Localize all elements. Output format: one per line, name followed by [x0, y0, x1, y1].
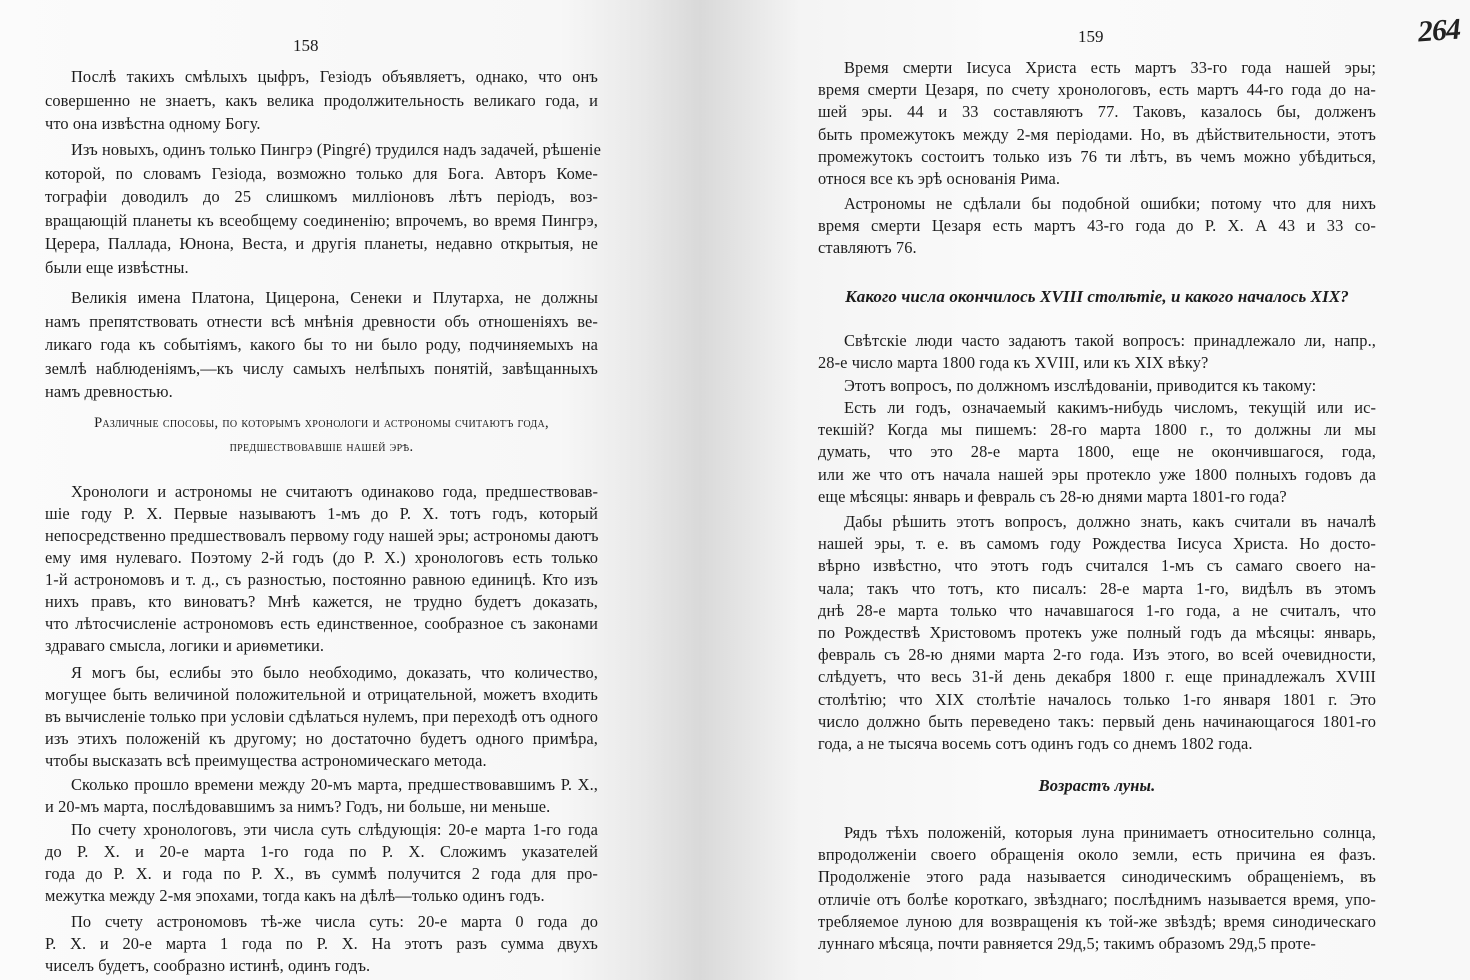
- paragraph: [45, 138, 601, 280]
- text-line: февраль съ 28-ю днями марта 2-го года. Изъ этого, во всей очевидности,: [818, 645, 1376, 665]
- text-line: и 20-мъ марта, послѣдовавшимъ за нимъ? Годъ, ни больше, ни меньше.: [45, 797, 551, 816]
- text-line: луннаго мѣсяца, почти равняется 29д,5; такимъ образомъ 29д,5 проте-: [818, 934, 1316, 954]
- text-line: года до Р. Х. и года по Р. Х., въ суммѣ получится 2 года для про-: [45, 864, 598, 883]
- text-line: Я могъ бы, еслибы это было необходимо, доказать, что количество,: [71, 663, 598, 682]
- paragraph: [818, 375, 1376, 397]
- text-line: ставляютъ 76.: [818, 238, 917, 258]
- text-line: тографіи доводилъ до 25 слишкомъ милліоновъ лѣтъ періодъ, воз-: [45, 187, 598, 207]
- text-line: или же что отъ начала нашей эры протекло уже 1800 полныхъ годовъ да: [818, 464, 1376, 484]
- text-line: которой, по словамъ Гезіода, возможно только для Бога. Авторъ Коме-: [45, 163, 598, 183]
- section-heading: [818, 286, 1376, 308]
- paragraph: [818, 57, 1376, 190]
- text-line: Есть ли годъ, означаемый какимъ-нибудь числомъ, текущій или ис-: [844, 398, 1376, 417]
- text-line: столѣтію; что XIX столѣтіе началось только 1-го января 1801 г. Это: [818, 689, 1376, 709]
- text-line: нихъ правъ, кто виноватъ? Мнѣ кажется, не трудно будетъ доказать,: [45, 592, 598, 611]
- text-line: время смерти Цезаря есть мартъ 43-го года до Р. Х. А 43 и 33 со-: [818, 216, 1376, 236]
- paragraph: [818, 397, 1376, 508]
- text-line: Время смерти Іисуса Христа есть мартъ 33-го года нашей эры;: [844, 58, 1376, 77]
- text-line: Хронологи и астрономы не считаютъ одинаково года, предшествовав-: [71, 482, 598, 501]
- text-line: думать, что это 28-е марта 1800, еще не окончившагося, года,: [818, 442, 1376, 462]
- page-number: 158: [293, 36, 319, 55]
- text-line: Дабы рѣшить этотъ вопросъ, должно знать, какъ считали въ началѣ: [844, 512, 1376, 531]
- text-line: землѣ наблюденіямъ,—къ числу самыхъ нелѣпыхъ понятій, завѣщанныхъ: [45, 358, 598, 378]
- text-line: намъ препятствовать отнести всѣ мнѣнія древности объ отношеніяхъ ве-: [45, 311, 598, 331]
- page-number: 159: [1078, 27, 1104, 46]
- text-line: шей эры. 44 и 33 составляютъ 77. Таковъ, казалось бы, долженъ: [818, 102, 1376, 122]
- text-line: Послѣ такихъ смѣлыхъ цыфръ, Гезіодъ объявляетъ, однако, что онъ: [71, 67, 598, 86]
- text-line: изъ этихъ положеній къ другому; но достаточно будетъ одного примѣра,: [45, 729, 598, 748]
- paragraph: [818, 822, 1376, 955]
- text-line: слѣдуетъ, что весь 31-й день декабря 1800 г. еще принадлежалъ XVIII: [818, 667, 1376, 687]
- text-line: 28-е число марта 1800 года къ XVIII, или къ XIX вѣку?: [818, 353, 1209, 373]
- text-line: Этотъ вопросъ, по должномъ изслѣдованіи, приводится къ такому:: [844, 376, 1317, 395]
- left-page: [45, 0, 601, 980]
- text-line: предшествовавшіе нашей эрѣ.: [229, 439, 414, 455]
- paragraph: [45, 65, 598, 136]
- text-line: Сколько прошло времени между 20-мъ марта, предшествовавшимъ Р. Х.,: [71, 775, 598, 794]
- text-line: Свѣтскіе люди часто задаютъ такой вопросъ: принадлежало ли, напр.,: [844, 331, 1376, 350]
- text-line: днѣ 28-е марта только что начавшагося 1-го года, а не считалъ, что: [818, 600, 1376, 620]
- text-line: до Р. Х. и 20-е марта 1-го года по Р. Х. Сложимъ указателей: [45, 842, 598, 861]
- right-page: [818, 0, 1376, 980]
- paragraph: [45, 481, 598, 657]
- text-line: Церера, Паллада, Юнона, Веста, и другія планеты, недавно открытыя, не: [45, 234, 598, 254]
- text-line: еще мѣсяцы: январь и февраль съ 28-ю днями марта 1801-го года?: [818, 486, 1287, 506]
- text-line: Астрономы не сдѣлали бы подобной ошибки; потому что для нихъ: [844, 194, 1376, 213]
- text-line: По счету астрономовъ тѣ-же числа суть: 20-е марта 0 года до: [71, 912, 598, 931]
- section-heading: [45, 411, 598, 459]
- text-line: промежутокъ состоитъ только изъ 76 ти лѣтъ, въ чемъ можно убѣдиться,: [818, 146, 1376, 166]
- text-line: намъ древностью.: [45, 382, 173, 402]
- paragraph: [45, 774, 598, 818]
- text-line: Возрастъ луны.: [1038, 776, 1156, 795]
- text-line: вращающій планеты къ всеобщему соединенію; впрочемъ, во время Пингрэ,: [45, 210, 598, 230]
- text-line: Великія имена Платона, Цицерона, Сенеки и Плутарха, не должны: [71, 288, 598, 307]
- text-line: отличіе отъ болѣе короткаго, звѣзднаго; послѣднимъ называется время, упо-: [818, 889, 1376, 909]
- text-line: Р. Х. и 20-е марта 1 года по Р. Х. На этотъ разъ сумма двухъ: [45, 934, 598, 953]
- text-line: что она извѣстна одному Богу.: [45, 114, 261, 134]
- text-line: здраваго смысла, логики и ариѳметики.: [45, 636, 325, 655]
- section-heading: [818, 775, 1376, 797]
- text-line: требляемое луною для возвращенія къ той-же звѣздѣ; время синодическаго: [818, 911, 1376, 931]
- text-line: По счету хронологовъ, эти числа суть слѣдующія: 20-е марта 1-го года: [71, 820, 598, 839]
- text-line: Различные способы, по которымъ хронологи и астрономы считаютъ года,: [94, 415, 549, 431]
- text-line: быть промежутокъ между 2-мя періодами. Но, въ дѣйствительности, этотъ: [818, 124, 1376, 144]
- paragraph: [45, 819, 598, 907]
- text-line: непосредственно предшествовалъ первому году нашей эры; астрономы даютъ: [45, 526, 599, 545]
- text-line: ликаго года къ событіямъ, какого бы то ни было роду, подчиняемыхъ на: [45, 335, 598, 355]
- text-line: относя все къ эрѣ основанія Рима.: [818, 169, 1061, 189]
- text-line: могущее быть величиной положительной и отрицательной, можетъ входить: [45, 685, 598, 704]
- text-line: чиселъ будетъ, сообразно истинѣ, одинъ годъ.: [45, 956, 371, 975]
- text-line: нашей эры, т. е. въ самомъ году Рождества Іисуса Христа. Но досто-: [818, 534, 1376, 554]
- text-line: текшій? Когда мы пишемъ: 28-го марта 1800 г., то должны ли мы: [818, 420, 1376, 440]
- text-line: Рядъ тѣхъ положеній, которыя луна принимаетъ относительно солнца,: [844, 823, 1376, 842]
- text-line: года, а не тысяча восемь сотъ одинъ годъ со днемъ 1802 года.: [818, 734, 1253, 754]
- handwritten-page-number: 264: [1416, 12, 1462, 49]
- text-line: 1-й астрономовъ и т. д., съ разностью, постоянно равною единицѣ. Кто изъ: [45, 570, 598, 589]
- paragraph: [818, 193, 1376, 260]
- text-line: межутка между 2-мя эпохами, тогда какъ на дѣлѣ—только одинъ годъ.: [45, 886, 545, 905]
- text-line: чтобы высказать всѣ преимущества астрономическаго метода.: [45, 751, 487, 770]
- text-line: въ вычисленіе только при условіи сдѣлаться нулемъ, при переходѣ отъ одного: [45, 707, 598, 726]
- text-line: по Рождествѣ Христовомъ протекъ уже полный годъ да мѣсяцы: январь,: [818, 623, 1376, 643]
- text-line: совершенно не знаетъ, какъ велика продолжительность великаго года, и: [45, 90, 598, 110]
- text-line: число должно быть переведено такъ: первый день начинающагося 1801-го: [818, 711, 1376, 731]
- paragraph: [45, 286, 598, 404]
- text-line: чала; такъ что тотъ, кто писалъ: 28-е марта 1-го, видѣлъ въ этомъ: [818, 578, 1376, 598]
- text-line: шіе году Р. Х. Первые называютъ 1-мъ до Р. Х. тотъ годъ, который: [45, 504, 598, 523]
- text-line: что лѣтосчисленіе астрономовъ есть единственное, сообразное съ законами: [45, 614, 598, 633]
- text-line: были еще извѣстны.: [45, 257, 189, 277]
- text-line: вѣрно извѣстно, что этотъ годъ считался 1-мъ съ самаго своего на-: [818, 556, 1376, 576]
- text-line: Продолженіе этого рада называется синодическимъ обращеніемъ, въ: [818, 867, 1376, 887]
- text-line: Какого числа окончилось XVIII столѣтіе, и какого началось XIX?: [845, 287, 1349, 306]
- text-line: впродолженіи своего обращенія около земли, есть причина ея фазъ.: [818, 845, 1376, 865]
- paragraph: [45, 662, 598, 772]
- paragraph: [818, 511, 1376, 755]
- text-line: Изъ новыхъ, одинъ только Пингрэ (Pingré) трудился надъ задачей, рѣшеніе: [71, 140, 601, 159]
- text-line: ему имя нулеваго. Поэтому 2-й годъ (до Р. Х.) хронологовъ есть только: [45, 548, 598, 567]
- text-line: время смерти Цезаря, по счету хронологовъ, есть мартъ 44-го года до на-: [818, 80, 1376, 100]
- paragraph: [818, 330, 1376, 374]
- paragraph: [45, 911, 598, 977]
